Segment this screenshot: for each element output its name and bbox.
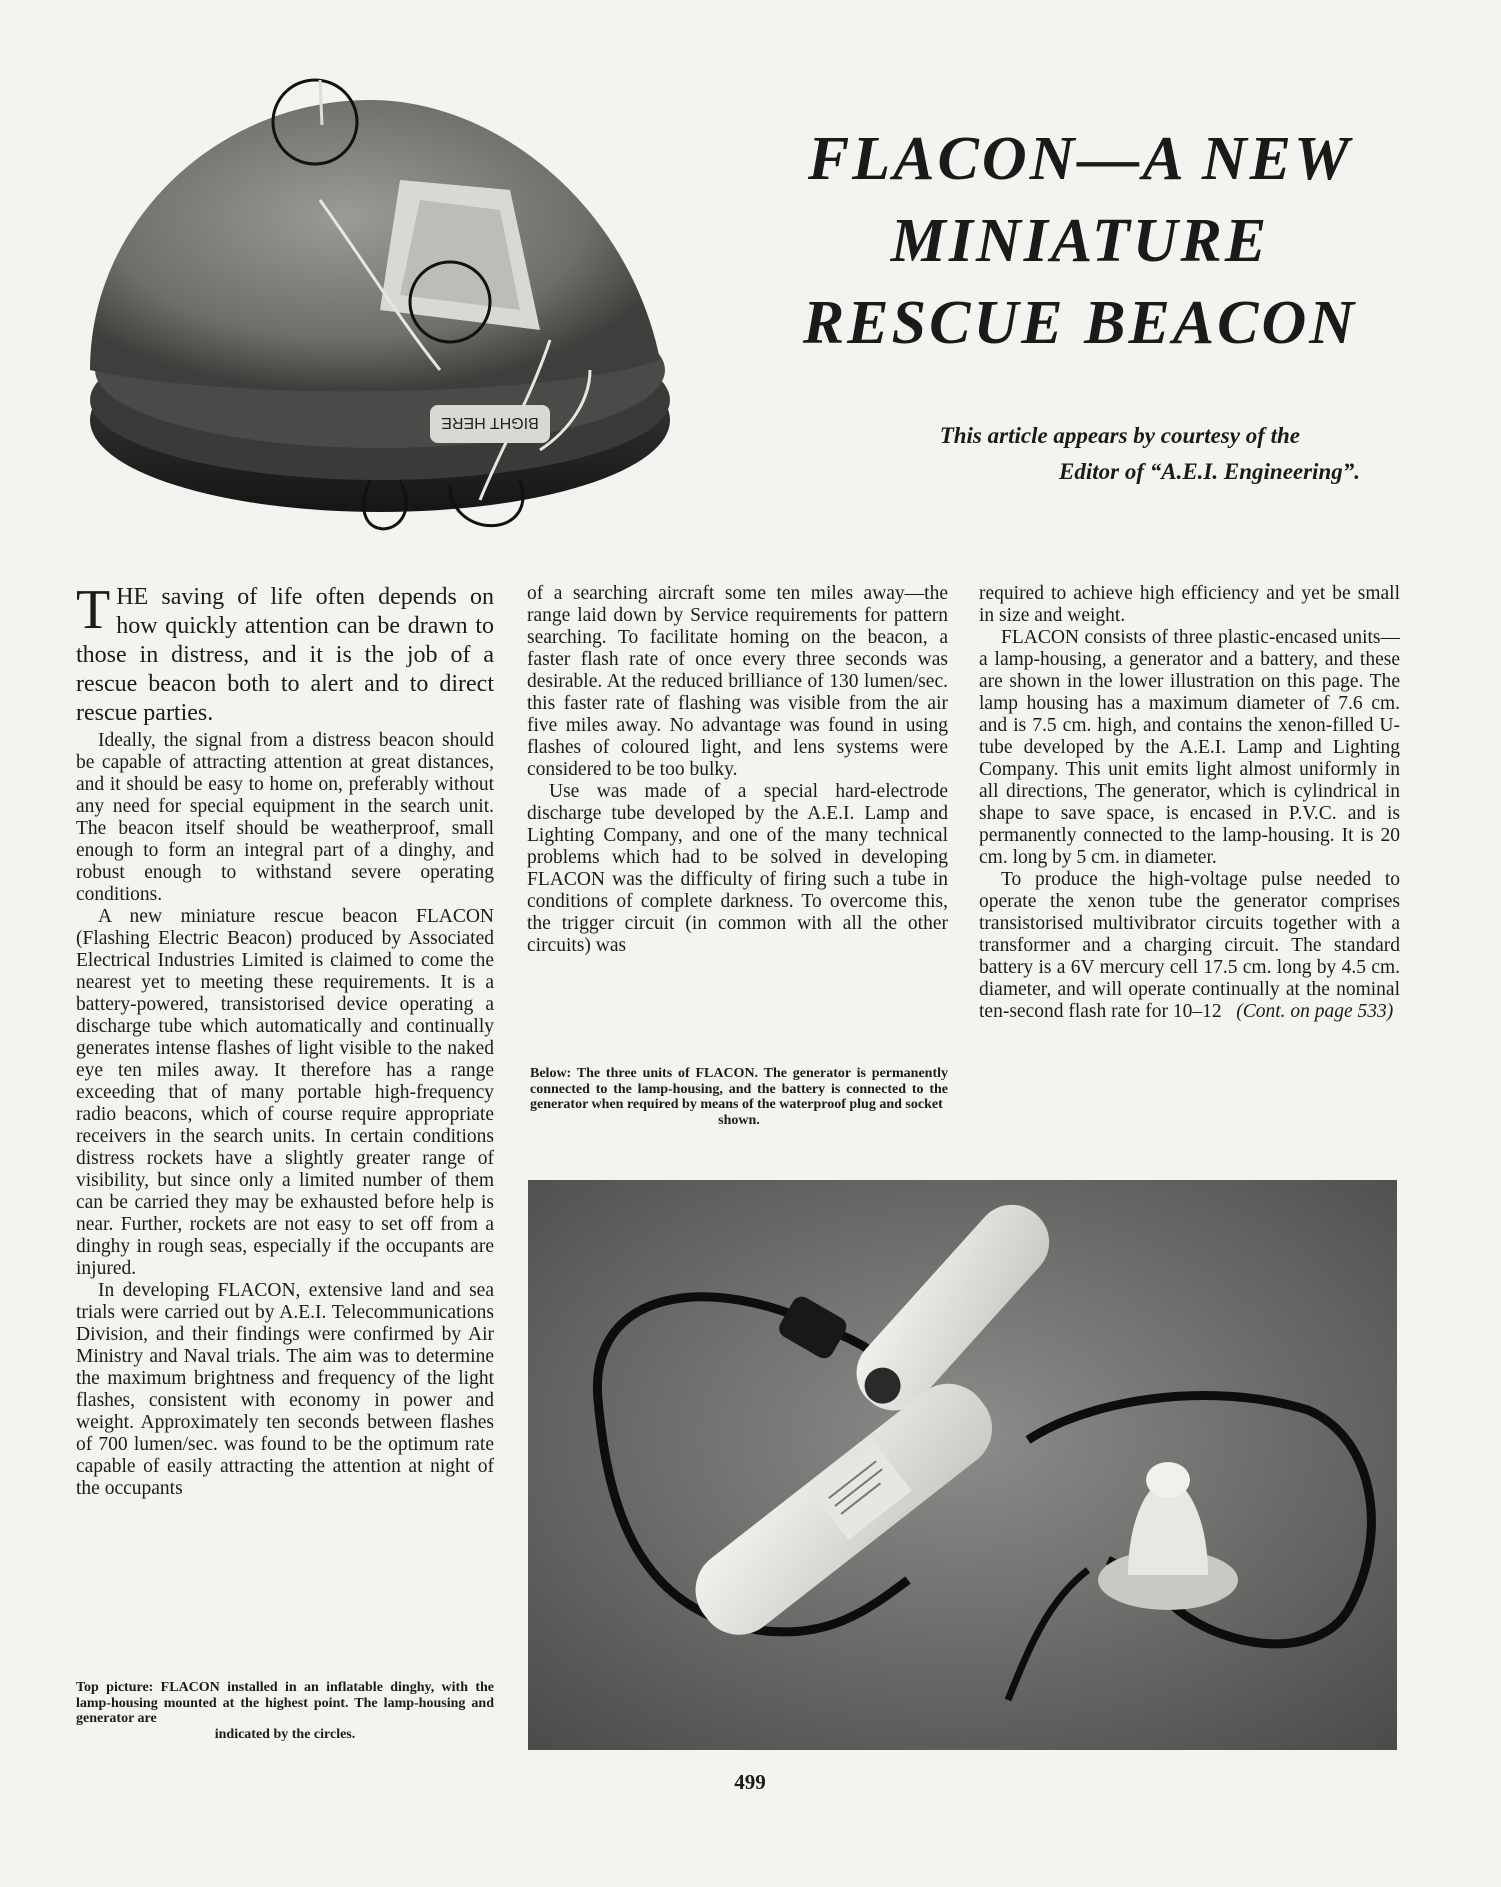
paragraph: Use was made of a special hard-electrode discharge tube developed by the A.E.I. Lamp and Lighting Company, and one of the many technical problems which had to be solved in developing FLACON was the difficulty of firing such a tube in conditions of complete darkness. To overcome this, the trigger circuit (in common with all the other circuits) was xyxy=(527,781,948,956)
courtesy-note xyxy=(780,418,1360,490)
title-line-3: RESCUE BEACON xyxy=(802,289,1358,357)
page-number: 499 xyxy=(734,1770,766,1794)
column-2 xyxy=(527,583,948,957)
dinghy-label: BIGHT HERE xyxy=(441,414,539,431)
paragraph: A new miniature rescue beacon FLACON (Flashing Electric Beacon) produced by Associated Electrical Industries Limited is claimed to come the nearest yet to meeting these requirements. It is a battery-powered, transistorised device operating a discharge tube which automatically and continually generates intense flashes of light visible to the naked eye ten miles away. It therefore has a range exceeding that of many portable high-frequency radio beacons, which of course require appropriate receivers in the search units. In certain conditions distress rockets have a slightly greater range of visibility, but since only a limited number of them can be carried they may be exhausted before help is near. Further, rockets are not easy to set off from a dinghy in rough seas, especially if the occupants are injured. xyxy=(76,906,494,1279)
flacon-units-photo xyxy=(528,1180,1397,1750)
column-1 xyxy=(76,579,494,1500)
drop-cap: T xyxy=(76,579,111,641)
column-3 xyxy=(979,583,1400,1023)
paragraph: In developing FLACON, extensive land and sea trials were carried out by A.E.I. Telecommunications Division, and their findings were confirmed by Air Ministry and Naval trials. The aim was to determine the maximum brightness and frequency of the light flashes, consistent with economy in power and weight. Approximately ten seconds between flashes of 700 lumen/sec. was found to be the optimum rate capable of easily attracting the attention at night of the occupants xyxy=(76,1280,494,1499)
lead-paragraph xyxy=(76,579,494,728)
paragraph: FLACON consists of three plastic-encased units—a lamp-housing, a generator and a battery, and these are shown in the lower illustration on this page. The lamp housing has a maximum diameter of 7.6 cm. and is 7.5 cm. high, and contains the xenon-filled U-tube developed by the A.E.I. Lamp and Lighting Company. This unit emits light almost uniformly in all directions, The generator, which is cylindrical in shape to save space, is encased in P.V.C. and is permanently connected to the lamp-housing. It is 20 cm. long by 5 cm. in diameter. xyxy=(979,627,1400,868)
paragraph: Ideally, the signal from a distress beacon should be capable of attracting attention at great distances, and it should be easy to home on, preferably without any need for special equipment in the search unit. The beacon itself should be weatherproof, small enough to form an integral part of a dinghy, and robust enough to withstand severe operating conditions. xyxy=(76,730,494,905)
article-title xyxy=(760,118,1400,364)
continuation-note: (Cont. on page 533) xyxy=(1236,1001,1394,1022)
paragraph: To produce the high-voltage pulse needed to operate the xenon tube the generator comprises transistorised multivibrator circuits together with a transformer and a charging circuit. The standard battery is a 6V mercury cell 17.5 cm. long by 4.5 cm. diameter, and will operate continually at the nominal ten-second flash rate for 10–12 (Cont. on page 533) xyxy=(979,869,1400,1022)
title-line-1: FLACON—A NEW xyxy=(807,125,1353,193)
courtesy-line-2: Editor of “A.E.I. Engineering”. xyxy=(1059,459,1360,484)
top-photo-caption: Top picture: FLACON installed in an inflatable dinghy, with the lamp-housing mounted at the highest point. The lamp-housing and generator are indicated by the circles. xyxy=(76,1680,494,1742)
paragraph: of a searching aircraft some ten miles away—the range laid down by Service requirements for pattern searching. To facilitate homing on the beacon, a faster flash rate of once every three seconds was desirable. At the reduced brilliance of 130 lumen/sec. this faster rate of flashing was visible from the air five miles away. No advantage was found in using flashes of coloured light, and lens systems were considered to be too bulky. xyxy=(527,583,948,780)
paragraph: required to achieve high efficiency and yet be small in size and weight. xyxy=(979,583,1400,626)
title-line-2: MINIATURE xyxy=(890,207,1270,275)
dinghy-photo xyxy=(70,70,710,550)
courtesy-line-1: This article appears by courtesy of the xyxy=(939,423,1300,448)
bottom-photo-caption: Below: The three units of FLACON. The generator is permanently connected to the lamp-housing, and the battery is connected to the generator when required by means of the waterproof plug and socket shown. xyxy=(530,1066,948,1128)
lead-text: HE saving of life often depends on how quickly attention can be drawn to those in distress, and it is the job of a rescue beacon both to alert and to direct rescue parties. xyxy=(76,584,494,726)
